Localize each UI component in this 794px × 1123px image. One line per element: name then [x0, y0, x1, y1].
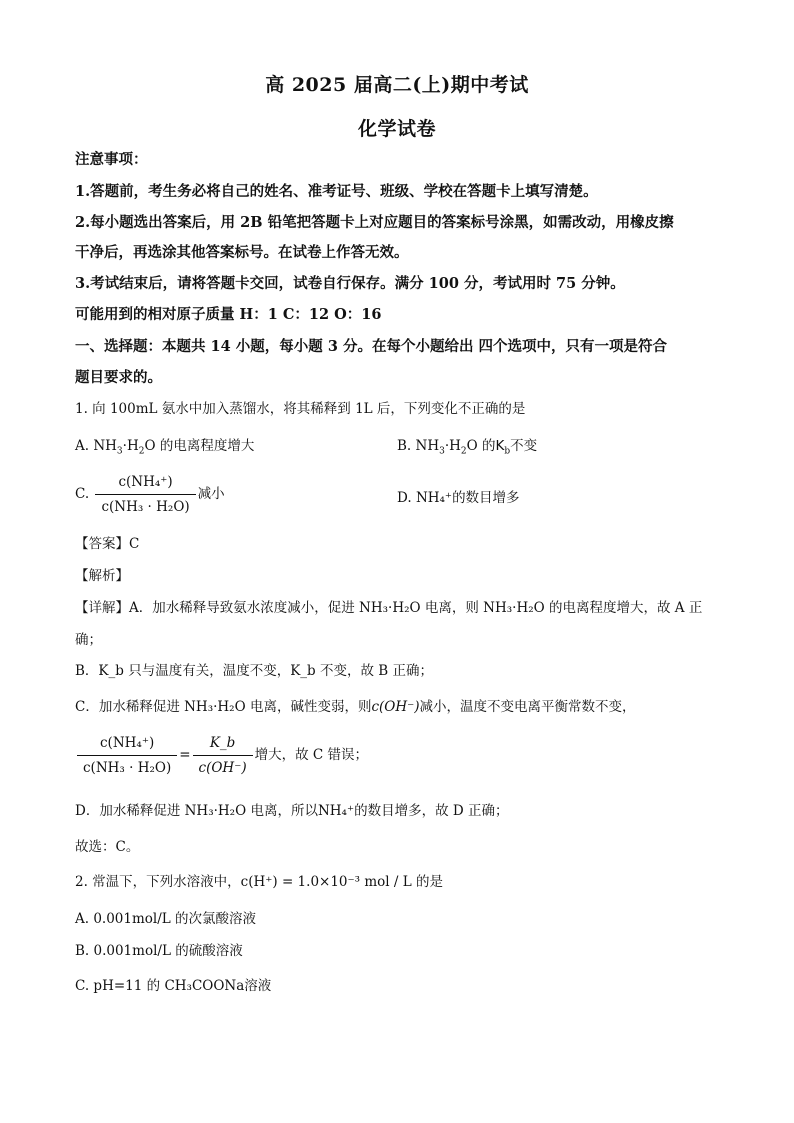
q1-option-b-text-4: 不变 [510, 438, 538, 454]
q1-detail-c-denominator-2: c(OH⁻) [198, 760, 247, 776]
q1-detail-d-text-2: 的数目增多，故 D 正确； [354, 803, 509, 819]
q1-option-b-sub-2: 2 [460, 446, 467, 457]
notice-heading: 注意事项： [75, 151, 148, 168]
q1-option-c-denominator: c(NH₃ · H₂O) [101, 499, 190, 515]
notice-item-2-line-2: 干净后，再选涂其他答案标号。在试卷上作答无效。 [75, 244, 409, 261]
q1-option-d-label: D. [397, 490, 412, 506]
q2-option-b: B. 0.001mol/L 的硫酸溶液 [75, 943, 243, 959]
notice-item-3: 3.考试结束后，请将答题卡交回，试卷自行保存。满分 100 分，考试用时 75 分钟。 [75, 275, 625, 292]
q1-detail-c-equals: = [179, 747, 191, 763]
q1-detail-a-line-2: 确； [75, 632, 102, 648]
q1-detail-c-text-2: 减小，温度不变电离平衡常数不变， [419, 699, 636, 715]
q1-detail-c-fraction-1 [77, 733, 177, 778]
q1-option-c-numerator: c(NH₄⁺) [95, 472, 195, 495]
q2-option-a: A. 0.001mol/L 的次氯酸溶液 [75, 911, 257, 927]
q1-answer-label: 【答案】 [75, 536, 129, 552]
q1-detail-label: 【详解】 [75, 600, 129, 616]
q1-option-b-text-3: O 的 [466, 438, 496, 454]
q1-detail-c-text-3: 增大，故 C 错误； [254, 747, 369, 763]
q1-detail-b: B．K_b 只与温度有关，温度不变，K_b 不变，故 B 正确； [75, 663, 433, 679]
q1-detail-d-ion: NH₄⁺ [317, 803, 355, 819]
q1-detail-d-text: D．加水稀释促进 NH₃·H₂O 电离，所以 [75, 803, 318, 819]
q1-detail-c-numerator-1: c(NH₄⁺) [77, 733, 177, 756]
notice-item-2-line-1: 2.每小题选出答案后，用 2B 铅笔把答题卡上对应题目的答案标号涂黑，如需改动，用橡皮擦 [75, 214, 674, 231]
q2-option-c [75, 976, 725, 996]
q1-option-b-sub: 3 [439, 446, 445, 457]
q1-detail-c-text: C．加水稀释促进 NH₃·H₂O 电离，碱性变弱，则 [75, 699, 372, 715]
q2-option-c-text-2: 溶液 [244, 978, 272, 994]
q1-option-c-fraction [95, 472, 195, 517]
q2-stem-expr: c(H⁺) = 1.0×10⁻³ mol / L [240, 874, 412, 890]
q2-stem-text: 2. 常温下，下列水溶液中， [75, 874, 241, 890]
q1-option-c-label: C. [75, 486, 90, 502]
q1-option-c [75, 472, 395, 517]
q1-option-b-text-2: ·H [444, 438, 461, 454]
exam-subtitle: 化学试卷 [357, 118, 436, 140]
q1-detail-c-numerator-2: K_b [193, 733, 253, 756]
q2-stem [75, 872, 725, 892]
q1-option-a [75, 436, 395, 456]
q1-answer [75, 534, 725, 554]
q1-detail-a-text: A．加水稀释导致氨水浓度减小，促进 NH₃·H₂O 电离，则 NH₃·H₂O 的电离程度增大，故 A 正 [129, 600, 703, 616]
q2-option-c-text: C. pH=11 的 [75, 978, 161, 994]
q1-option-d-ion: NH₄⁺ [415, 490, 453, 506]
q1-analysis-label: 【解析】 [75, 568, 129, 584]
q1-option-c-text: 减小 [197, 486, 225, 502]
q1-option-b-text: B. NH [397, 438, 440, 454]
q1-detail-c-formula [75, 733, 725, 778]
q1-detail-c-line-1 [75, 697, 725, 717]
q1-option-a-text-2: ·H [122, 438, 139, 454]
q1-option-a-sub: 3 [116, 446, 123, 457]
section-heading-line-1: 一、选择题：本题共 14 小题，每小题 3 分。在每个小题给出 四个选项中，只有一项是符合 [75, 338, 668, 355]
notice-item-1: 1.答题前，考生务必将自己的姓名、准考证号、班级、学校在答题卡上填写清楚。 [75, 183, 598, 200]
q1-option-a-text-3: O 的电离程度增大 [144, 438, 255, 454]
q1-stem: 1. 向 100mL 氨水中加入蒸馏水，将其稀释到 1L 后，下列变化不正确的是 [75, 401, 526, 417]
q1-option-d [397, 488, 717, 508]
q1-option-d-text: 的数目增多 [452, 490, 520, 506]
q1-option-b-k: K [495, 438, 505, 454]
q1-detail-a-line-1 [75, 598, 725, 618]
exam-title: 高 2025 届高二(上)期中考试 [265, 74, 529, 96]
q1-choose: 故选：C。 [75, 839, 140, 855]
q1-option-a-sub-2: 2 [138, 446, 145, 457]
q1-detail-c-expr: c(OH⁻) [371, 699, 420, 715]
atomic-mass-line: 可能用到的相对原子质量 H：1 C：12 O：16 [75, 306, 382, 323]
q1-option-b-k-sub: b [504, 446, 511, 457]
q1-detail-c-fraction-2 [193, 733, 253, 778]
q1-option-b [397, 436, 717, 456]
q1-detail-c-denominator-1: c(NH₃ · H₂O) [83, 760, 172, 776]
q2-option-c-expr: CH₃COONa [164, 978, 245, 994]
q2-stem-text-2: 的是 [416, 874, 443, 890]
q1-detail-d [75, 801, 725, 821]
q1-option-a-text: A. NH [75, 438, 117, 454]
section-heading-line-2: 题目要求的。 [75, 369, 162, 386]
q1-answer-value: C [129, 536, 140, 552]
